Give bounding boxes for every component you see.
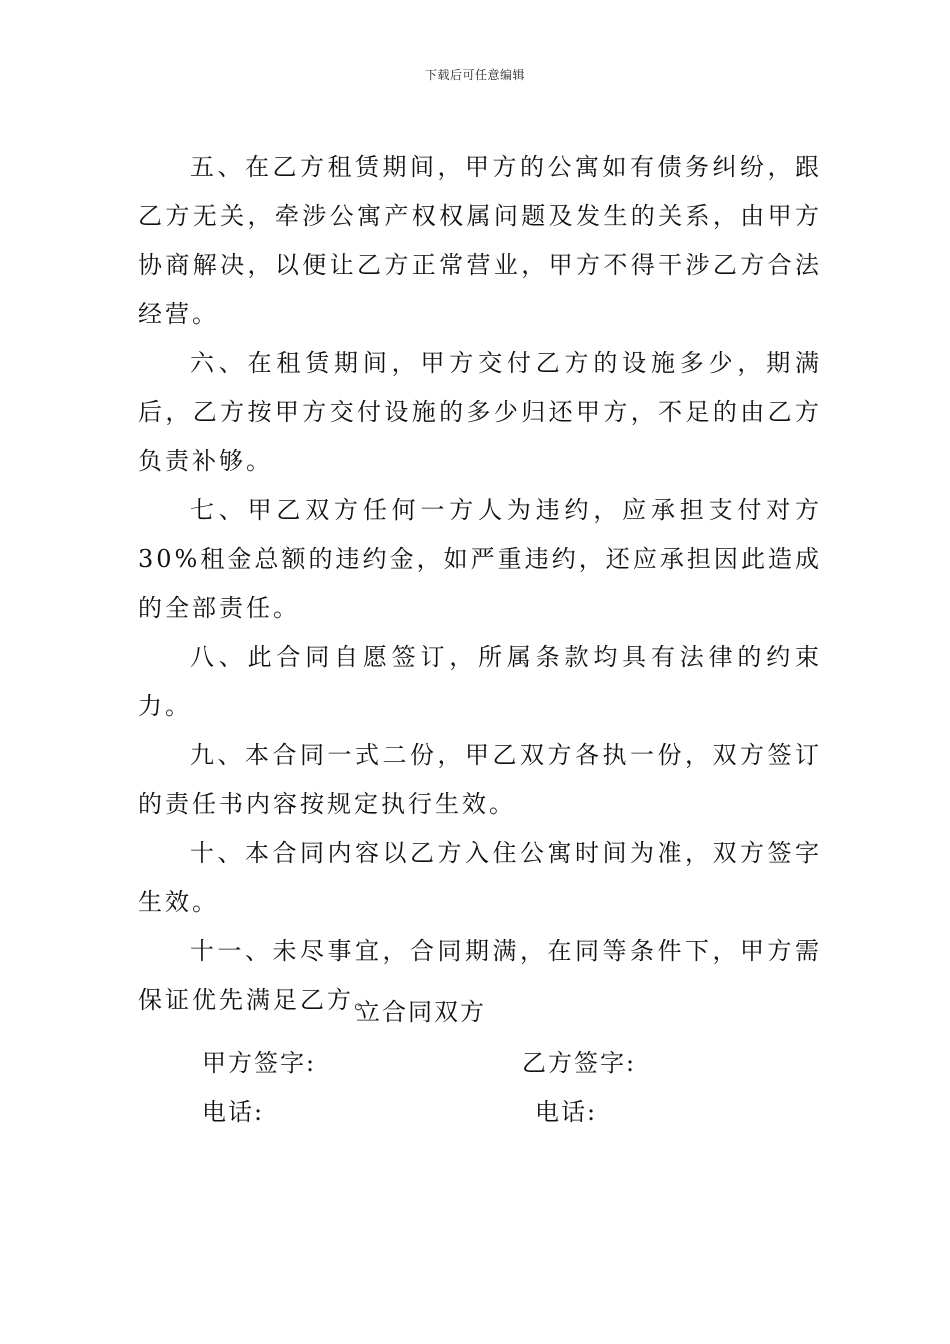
clause-7: 七、甲乙双方任何一方人为违约，应承担支付对方 30%租金总额的违约金，如严重违约，还应承担因此造成的全部责任。 [138, 496, 822, 622]
party-a-signature-label: 甲方签字: [202, 1049, 317, 1077]
clause-6: 六、在租赁期间，甲方交付乙方的设施多少，期满后，乙方按甲方交付设施的多少归还甲方，不足的由乙方负责补够。 [138, 349, 822, 475]
contract-clauses [138, 143, 822, 1025]
party-b-phone-label: 电话: [535, 1098, 598, 1126]
clause-8: 八、此合同自愿签订，所属条款均具有法律的约束力。 [138, 643, 822, 720]
clause-9: 九、本合同一式二份，甲乙双方各执一份，双方签订的责任书内容按规定执行生效。 [138, 741, 822, 818]
clause-5: 五、在乙方租赁期间，甲方的公寓如有债务纠纷，跟乙方无关，牵涉公寓产权权属问题及发生的关系，由甲方协商解决，以便让乙方正常营业，甲方不得干涉乙方合法经营。 [138, 153, 822, 328]
clause-10: 十、本合同内容以乙方入住公寓时间为准，双方签字生效。 [138, 839, 822, 916]
signatures-title: 立合同双方 [356, 998, 486, 1026]
party-a-phone-label: 电话: [202, 1098, 265, 1126]
party-b-signature-label: 乙方签字: [522, 1049, 637, 1077]
header-note: 下载后可任意编辑 [424, 68, 525, 82]
clause-11: 十一、未尽事宜，合同期满，在同等条件下，甲方需保证优先满足乙方。 [138, 937, 822, 1014]
